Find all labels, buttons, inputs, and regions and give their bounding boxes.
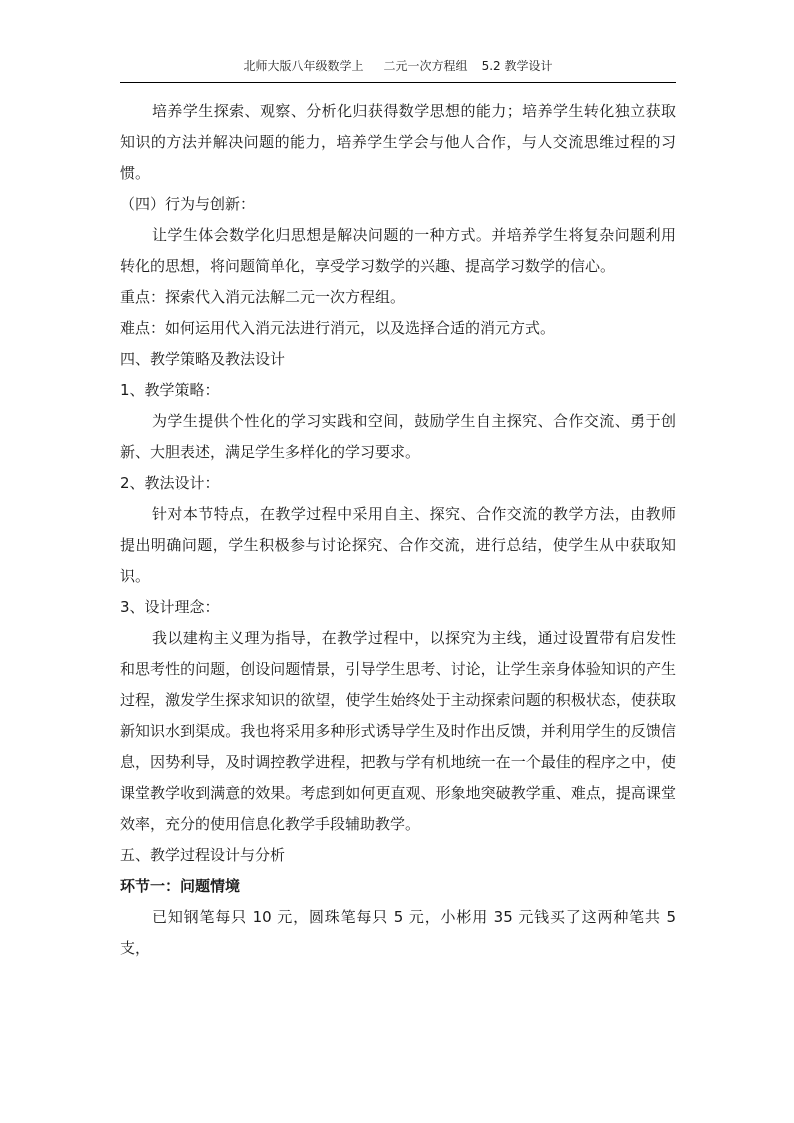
paragraph-problem-situation: 已知钢笔每只 10 元，圆珠笔每只 5 元，小彬用 35 元钱买了这两种笔共 5 支， [120, 908, 676, 957]
header-book: 北师大版八年级数学上 [243, 59, 364, 73]
paragraph-behavior-innovation: 让学生体会数学化归思想是解决问题的一种方式。并培养学生将复杂问题利用转化的思想，将问题简单化，享受学习数学的兴趣、提高学习数学的信心。 [120, 226, 676, 275]
heading-teaching-process: 五、教学过程设计与分析 [120, 846, 286, 864]
heading-link-one: 环节一：问题情境 [120, 877, 241, 895]
header-chapter: 二元一次方程组 [383, 59, 468, 73]
document-body [120, 96, 676, 964]
heading-strategy-3: 3、设计理念： [120, 598, 220, 616]
paragraph-method: 针对本节特点，在教学过程中采用自主、探究、合作交流的教学方法，由教师提出明确问题，学生积极参与讨论探究、合作交流，进行总结，使学生从中获取知识。 [120, 505, 676, 585]
difficult-point: 难点：如何运用代入消元法进行消元，以及选择合适的消元方式。 [120, 319, 556, 337]
heading-teaching-strategy: 四、教学策略及教法设计 [120, 350, 286, 368]
paragraph-design-concept: 我以建构主义理为指导，在教学过程中，以探究为主线，通过设置带有启发性和思考性的问题，创设问题情景，引导学生思考、讨论，让学生亲身体验知识的产生过程，激发学生探求知识的欲望，使学生始终处于主动探索问题的积极状态，使获取新知识水到渠成。我也将采用多种形式诱导学生及时作出反馈，并利用学生的反馈信息，因势利导，及时调控教学进程，把教与学有机地统一在一个最佳的程序之中，使课堂教学收到满意的效果。考虑到如何更直观、形象地突破教学重、难点，提高课堂效率，充分的使用信息化教学手段辅助教学。 [120, 629, 676, 833]
key-point: 重点：探索代入消元法解二元一次方程组。 [120, 288, 406, 306]
header-section: 5.2 教学设计 [481, 59, 553, 73]
heading-behavior-innovation: （四）行为与创新： [120, 195, 256, 213]
heading-strategy-2: 2、教法设计： [120, 474, 220, 492]
heading-strategy-1: 1、教学策略： [120, 381, 220, 399]
paragraph-abilities: 培养学生探索、观察、分析化归获得数学思想的能力；培养学生转化独立获取知识的方法并解决问题的能力，培养学生学会与他人合作，与人交流思维过程的习惯。 [120, 102, 676, 182]
page-header [120, 56, 676, 83]
paragraph-strategy: 为学生提供个性化的学习实践和空间，鼓励学生自主探究、合作交流、勇于创新、大胆表述，满足学生多样化的学习要求。 [120, 412, 676, 461]
